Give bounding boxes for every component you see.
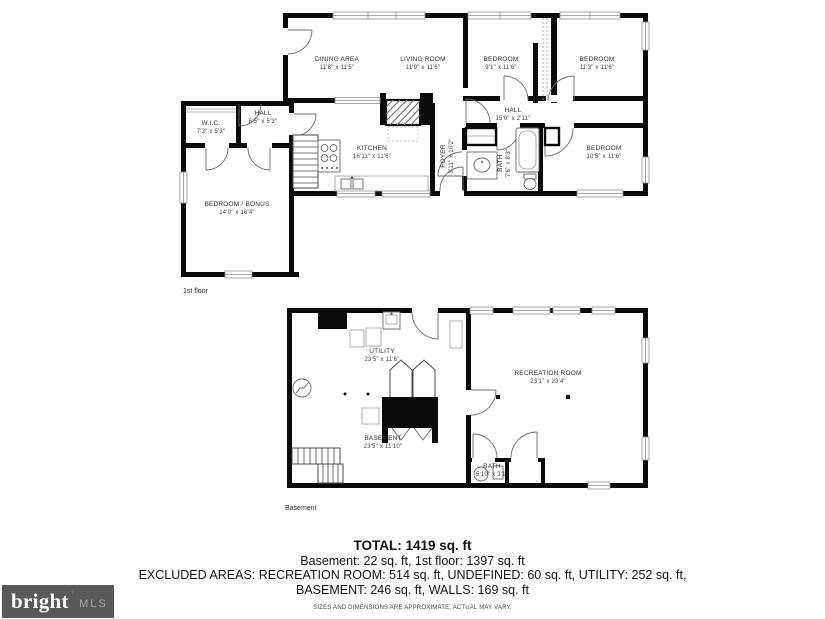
chimney [344, 360, 439, 443]
basement-stairs [292, 448, 343, 483]
room-label-bonus: BEDROOM / BONUS 14'0" x 16'4" [204, 201, 270, 217]
room-label-hall: HALL 15'0" x 2'11" [495, 107, 531, 123]
room-label-bedroom2: BEDROOM 11'3" x 11'6" [579, 56, 615, 72]
room-label-foyer: FOYER 3'11" x 10'2" [439, 138, 456, 174]
room-label-bath2: BATH 5'10" x 3'1" [476, 463, 508, 479]
post-dot [496, 395, 500, 399]
disclaimer: SIZES AND DIMENSIONS ARE APPROXIMATE, ACTUAL MAY VARY. [313, 604, 512, 611]
area-summary [0, 538, 825, 611]
room-label-hall-wing: HALL 6'5" x 5'3" [248, 110, 278, 126]
room-label-kitchen: KITCHEN 16'11" x 11'6" [352, 145, 392, 161]
logo-brand-text: bright [11, 589, 69, 613]
post-dot [566, 395, 570, 399]
room-label-wic: W.I.C. 7'3" x 5'3" [196, 120, 226, 136]
room-label-living: LIVING ROOM 11'9" x 11'6" [400, 56, 446, 72]
first-floor-stairs [293, 135, 318, 188]
bright-mls-logo [2, 585, 114, 618]
total-area: TOTAL: 1419 sq. ft [353, 538, 472, 553]
first-floor-label: 1st floor [183, 288, 208, 295]
basement-floor-label: Basement [285, 505, 317, 512]
first-floor-plan [180, 12, 649, 278]
room-label-bedroom3: BEDROOM 10'5" x 11'6" [586, 145, 622, 161]
utility-fixtures [318, 312, 462, 348]
basement-plan [287, 307, 649, 489]
logo-suffix-text: MLS [79, 597, 108, 610]
excluded-areas-2: BASEMENT: 246 sq. ft, WALLS: 169 sq. ft [296, 583, 529, 598]
logo-star-icon: + [69, 587, 76, 597]
floor-areas: Basement: 22 sq. ft, 1st floor: 1397 sq. ft [300, 553, 525, 568]
hatched-stair [386, 100, 420, 141]
room-label-recreation: RECREATION ROOM 23'1" x 23'4" [514, 370, 582, 386]
room-label-utility: UTILITY 23'5" x 11'6" [364, 348, 400, 364]
excluded-areas-1: EXCLUDED AREAS: RECREATION ROOM: 514 sq. ft, UNDEFINED: 60 sq. ft, UTILITY: 252 sq. ft, [138, 568, 687, 583]
room-label-dining: DINING AREA 11'8" x 11'5" [314, 56, 360, 72]
room-label-bath1: BATH 7'6" x 8'3" [496, 148, 513, 178]
room-label-basement-room: BASEMENT 23'5" x 11'10" [363, 435, 403, 451]
electrical-symbol-icon [293, 379, 311, 397]
room-label-bedroom1: BEDROOM 9'1" x 11'6" [483, 56, 519, 72]
